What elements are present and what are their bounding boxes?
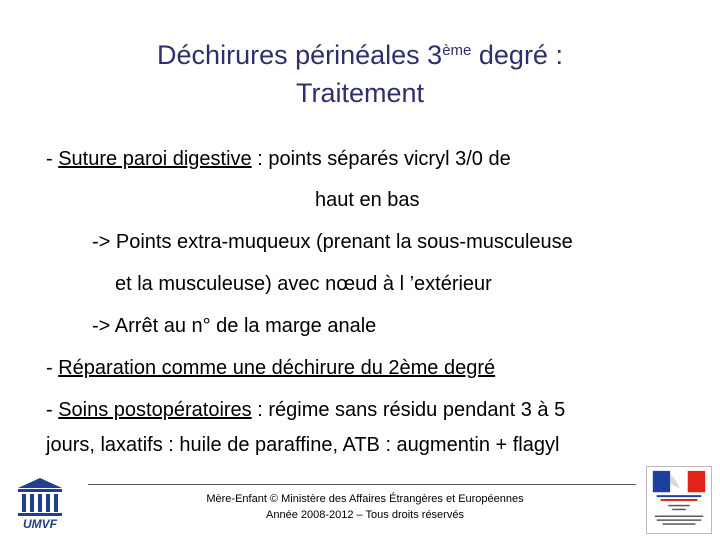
- republique-francaise-logo: [646, 466, 712, 534]
- soins-heading: Soins postopératoires: [58, 399, 252, 421]
- slide-title: [0, 36, 720, 112]
- bullet-soins: - Soins postopératoires : régime sans résidu pendant 3 à 5: [46, 399, 566, 421]
- sub-bullet-arret: -> Arrêt au n° de la marge anale: [92, 315, 377, 337]
- bullet-soins-continuation: jours, laxatifs : huile de paraffine, ATB : augmentin + flagyl: [46, 434, 560, 456]
- umvf-logo: [12, 474, 68, 530]
- reparation-heading: Réparation comme une déchirure du 2ème degré: [58, 357, 496, 379]
- umvf-logo-text: UMVF: [23, 517, 57, 530]
- title-line-1: Déchirures périnéales 3ème degré :: [157, 40, 563, 70]
- suture-heading: Suture paroi digestive: [58, 148, 252, 170]
- sub-bullet-extra-muqueux: -> Points extra-muqueux (prenant la sous-musculeuse: [92, 231, 573, 253]
- title-superscript: ème: [442, 42, 472, 59]
- bullet-reparation: - Réparation comme une déchirure du 2ème degré: [46, 357, 496, 379]
- footer-years: Année 2008-2012 – Tous droits réservés: [266, 509, 464, 521]
- bullet-suture: - Suture paroi digestive : points séparés vicryl 3/0 de: [46, 148, 511, 170]
- title-line-2: Traitement: [295, 78, 425, 108]
- footer-copyright: Mère-Enfant © Ministère des Affaires Étrangères et Européennes: [206, 493, 524, 505]
- sub-bullet-extra-muqueux-continuation: et la musculeuse) avec nœud à l ’extérieur: [115, 273, 492, 295]
- bullet-suture-continuation: haut en bas: [315, 189, 420, 211]
- footer-divider: [88, 484, 636, 485]
